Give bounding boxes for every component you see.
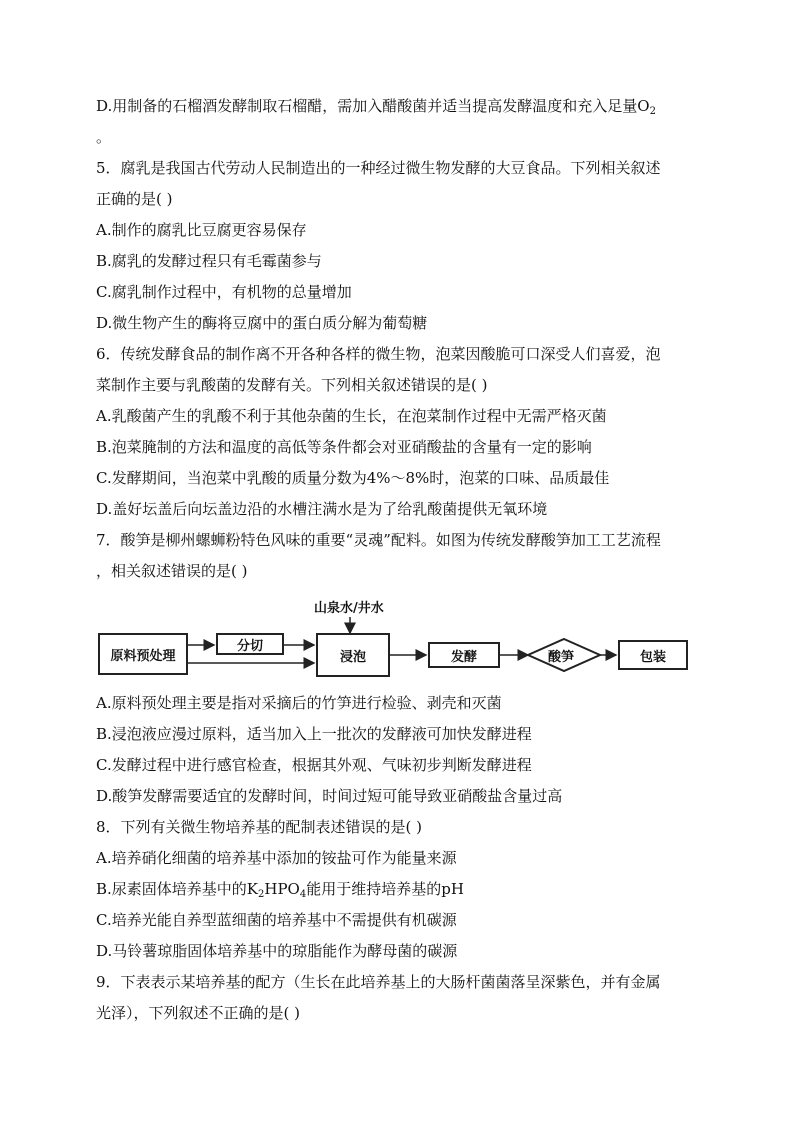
question-8-stem: 8．下列有关微生物培养基的配制表述错误的是( ) xyxy=(96,818,423,836)
soak-box: 浸泡 xyxy=(316,633,390,677)
text-line: D.用制备的石榴酒发酵制取石榴醋，需加入醋酸菌并适当提高发酵温度和充入足量$O_2$ xyxy=(96,97,656,117)
option-d: D.微生物产生的酶将豆腐中的蛋白质分解为葡萄糖 xyxy=(96,314,428,332)
flowchart xyxy=(96,595,696,685)
cut-box: 分切 xyxy=(216,633,284,655)
text-line: 菜制作主要与乳酸菌的发酵有关。下列相关叙述错误的是( ) xyxy=(96,376,488,394)
option-b: B.腐乳的发酵过程只有毛霉菌参与 xyxy=(96,252,322,270)
option-b: B.尿素固体培养基中的$K_2HPO_4$能用于维持培养基的pH xyxy=(96,880,464,900)
question-7-stem: 7．酸笋是柳州螺蛳粉特色风味的重要“灵魂”配料。如图为传统发酵酸笋加工工艺流程 xyxy=(96,531,661,549)
option-d: D.马铃薯琼脂固体培养基中的琼脂能作为酵母菌的碳源 xyxy=(96,942,458,960)
option-b: B.泡菜腌制的方法和温度的高低等条件都会对亚硝酸盐的含量有一定的影响 xyxy=(96,438,592,456)
option-d: D.酸笋发酵需要适宜的发酵时间，时间过短可能导致亚硝酸盐含量过高 xyxy=(96,787,563,805)
text-line: 光泽），下列叙述不正确的是( ) xyxy=(96,1004,300,1022)
package-box: 包装 xyxy=(618,640,688,670)
option-a: A.原料预处理主要是指对采摘后的竹笋进行检验、剥壳和灭菌 xyxy=(96,694,502,712)
option-c: C.培养光能自养型蓝细菌的培养基中不需提供有机碳源 xyxy=(96,911,457,929)
text-line: 。 xyxy=(96,128,112,146)
question-9-stem: 9．下表表示某培养基的配方（生长在此培养基上的大肠杆菌菌落呈深紫色，并有金属 xyxy=(96,973,661,991)
sour-bamboo-diamond: 酸笋 xyxy=(548,650,575,665)
option-d: D.盖好坛盖后向坛盖边沿的水槽注满水是为了给乳酸菌提供无氧环境 xyxy=(96,500,548,518)
ferment-box: 发酵 xyxy=(428,642,500,668)
text-line: ，相关叙述错误的是( ) xyxy=(96,562,248,580)
option-a: A.培养硝化细菌的培养基中添加的铵盐可作为能量来源 xyxy=(96,849,457,867)
option-c: C.腐乳制作过程中，有机物的总量增加 xyxy=(96,283,352,301)
option-a: A.制作的腐乳比豆腐更容易保存 xyxy=(96,221,307,239)
option-c: C.发酵期间，当泡菜中乳酸的质量分数为4%～8%时，泡菜的口味、品质最佳 xyxy=(96,469,610,487)
raw-material-box: 原料预处理 xyxy=(98,633,188,675)
option-a: A.乳酸菌产生的乳酸不利于其他杂菌的生长，在泡菜制作过程中无需严格灭菌 xyxy=(96,407,607,425)
text-line: 正确的是( ) xyxy=(96,190,173,208)
question-5-stem: 5．腐乳是我国古代劳动人民制造出的一种经过微生物发酵的大豆食品。下列相关叙述 xyxy=(96,159,661,177)
water-input-label: 山泉水/井水 xyxy=(314,601,384,616)
question-6-stem: 6．传统发酵食品的制作离不开各种各样的微生物，泡菜因酸脆可口深受人们喜爱，泡 xyxy=(96,345,661,363)
option-b: B.浸泡液应漫过原料，适当加入上一批次的发酵液可加快发酵进程 xyxy=(96,725,532,743)
option-c: C.发酵过程中进行感官检查，根据其外观、气味初步判断发酵进程 xyxy=(96,756,532,774)
